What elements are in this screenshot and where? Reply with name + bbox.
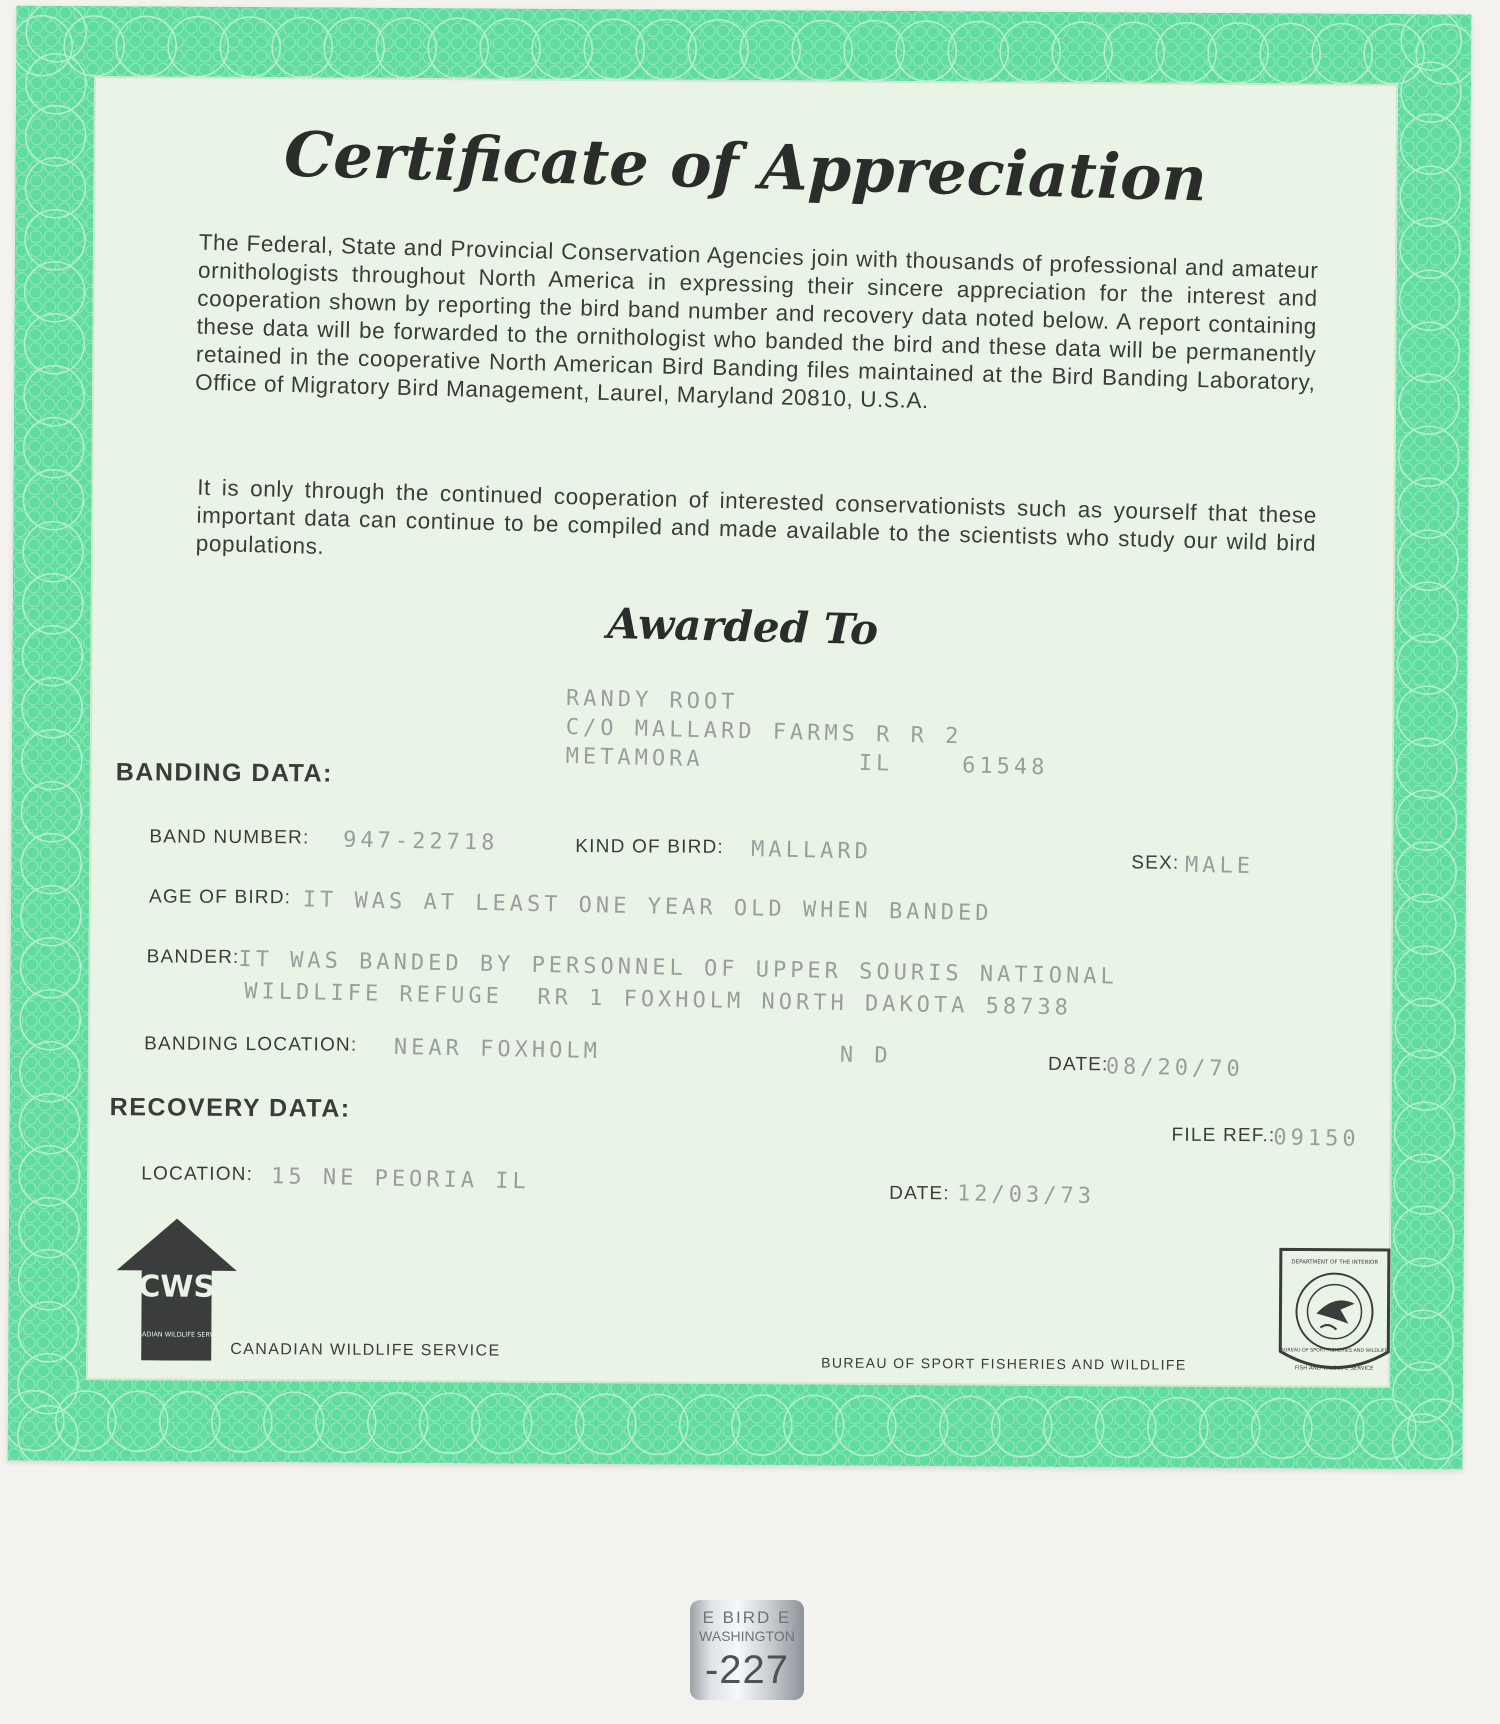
banding-date-label: DATE: [1047,1053,1109,1076]
sex-label: SEX: [1131,852,1180,874]
sex-value: MALE [1184,852,1255,880]
banding-data-heading: BANDING DATA: [115,758,334,788]
bander-line2: WILDLIFE REFUGE RR 1 FOXHOLM NORTH DAKOTA 58738 [244,978,1073,1021]
bureau-label: BUREAU OF SPORT FISHERIES AND WILDLIFE [821,1354,1187,1373]
recovery-data-heading: RECOVERY DATA: [109,1093,351,1123]
kind-of-bird-value: MALLARD [750,837,873,865]
bird-band-line2: WASHINGTON [699,1628,795,1644]
recovery-date-value: 12/03/73 [956,1181,1096,1210]
seal-ring-text: BUREAU OF SPORT FISHERIES AND WILDLIFE [1280,1348,1388,1354]
bureau-seal-logo [1276,1243,1393,1384]
certificate [8,6,1472,1470]
seal-top-text: DEPARTMENT OF THE INTERIOR [1291,1259,1379,1266]
cws-logo-caption: CANADIAN WILDLIFE SERVICE [128,1330,225,1339]
recipient-name: RANDY ROOT [565,685,739,715]
recovery-location-label: LOCATION: [141,1163,254,1186]
banding-state-value: N D [839,1042,892,1069]
band-number-value: 947-22718 [342,827,499,856]
age-of-bird-label: AGE OF BIRD: [148,886,292,909]
bander-label: BANDER: [146,946,240,968]
intro-paragraph: The Federal, State and Provincial Conservation Agencies join with thousands of professional and amateur ornithologists throughout North America in expressing their sincere appreciation for the interest and cooperation shown by reporting the bird band number and recovery data noted below. A report containing these data will be forwarded to the ornithologist who banded the bird and these data will be permanently retained in the cooperative North American Bird Banding files maintained at the Bird Banding Laboratory, Office of Migratory Bird Management, Laurel, Maryland 20810, U.S.A. [194,229,1319,414]
bander-line1: IT WAS BANDED BY PERSONNEL OF UPPER SOURIS NATIONAL [238,946,1119,990]
file-ref-value: 09150 [1273,1125,1360,1152]
age-of-bird-value: IT WAS AT LEAST ONE YEAR OLD WHEN BANDED [302,887,993,927]
recipient-address: C/O MALLARD FARMS R R 2 [565,714,963,750]
banding-location-value: NEAR FOXHOLM [393,1034,602,1065]
cws-label: CANADIAN WILDLIFE SERVICE [230,1340,501,1360]
band-number-label: BAND NUMBER: [149,826,310,849]
cws-logo-letters: CWS [138,1269,216,1305]
recipient-city: METAMORA IL 61548 [565,743,1049,781]
awarded-to-heading: Awarded To [606,598,879,655]
recovery-location-value: 15 NE PEORIA IL [270,1164,531,1195]
file-ref-label: FILE REF.: [1171,1124,1276,1147]
kind-of-bird-label: KIND OF BIRD: [575,835,725,858]
banding-location-label: BANDING LOCATION: [144,1033,358,1056]
bird-band-number: -227 [704,1648,790,1692]
bird-band [690,1600,804,1700]
recovery-date-label: DATE: [889,1182,950,1205]
certificate-title: Certificate of Appreciation [283,117,1208,216]
banding-date-value: 08/20/70 [1105,1054,1245,1083]
bird-band-line1: E BIRD E [702,1608,792,1627]
cws-logo [116,1218,237,1361]
closing-paragraph: It is only through the continued cooperation of interested conservationists such as yourself that these important data can continue to be compiled and made available to the scientists who study our wild bird populations. [195,474,1318,559]
certificate-panel [86,76,1398,1388]
seal-bottom-text: FISH AND WILDLIFE SERVICE [1294,1365,1374,1372]
